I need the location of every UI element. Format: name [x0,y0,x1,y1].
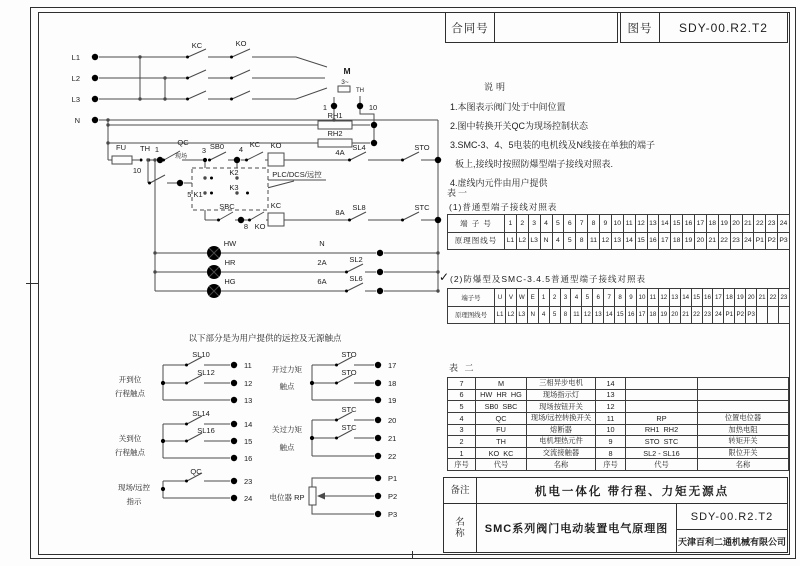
table-cell: 11 [647,289,658,306]
table-cell: P2 [734,307,745,324]
terminal-22: 22 [388,452,397,461]
table-row [448,412,788,424]
table-cell: 22 [691,307,702,324]
table-cell: 23 [778,289,789,306]
table-cell: 21 [756,289,767,306]
table-cell: 4 [570,289,581,306]
note-line: 3.SMC-3、4、5电装的电机线及N线接在单独的端子 [450,140,656,150]
table-cell: 24 [712,307,723,324]
table-cell: 10 [611,215,623,232]
table-cell: U [494,289,505,306]
table-cell: 5 [549,307,560,324]
table-cell: 18 [647,307,658,324]
group-close-torque-1: 关过力矩 [272,425,302,434]
table2-title: 表 二 [449,363,476,373]
table-row [448,389,788,401]
terminal-14: 14 [244,420,253,429]
check-mark: ✓ [439,270,450,284]
row-label: 原理图线号 [455,312,487,320]
terminal-1: 1 [154,145,160,154]
table-cell: 1 [538,289,549,306]
table-cell: 5 [459,402,464,412]
table-cell: 22 [753,215,765,232]
table-cell: 15 [691,289,702,306]
terminal-3: 3 [201,146,207,155]
table-cell: 限位开关 [697,448,788,459]
wire-6a: 6A [317,277,327,286]
name-label-char2: 称 [455,528,465,539]
table-cell: 11 [595,413,625,424]
table-cell: L3 [516,307,527,324]
terminal-19: 19 [388,396,397,405]
table-cell: 12 [581,307,592,324]
note-line: 2.图中转换开关QC为现场控制状态 [450,121,589,131]
table-cell: 11 [570,307,581,324]
table-cell: 20 [694,233,706,250]
table-cell: 24 [777,215,789,232]
table-cell: 序号 [595,459,625,470]
circuit-wires [99,49,438,514]
table-cell: 4 [538,307,549,324]
label-kc-contact: KC [249,140,261,149]
table-cell: 电机埋热元件 [526,436,595,447]
table-row [448,447,788,459]
table-cell [778,307,789,324]
table-cell: P1 [723,307,734,324]
terminal-12: 12 [244,379,253,388]
group-local-remote-1: 现场/远控 [117,483,151,492]
table-cell: N [540,233,552,250]
table-cell: P3 [777,233,789,250]
group-local-remote-2: 指示 [126,497,142,506]
label-sb0: SB0 [209,142,225,151]
company-name: 天津百利二通机械有限公司 [677,536,786,547]
table-cell: 5 [563,233,575,250]
table-cell: 8 [560,307,571,324]
contract-number-box [445,12,618,43]
table-cell: 现场指示灯 [526,390,595,401]
table-cell: 14 [623,233,635,250]
table-cell: 20 [745,289,756,306]
table-cell: 7 [603,289,614,306]
table-cell: 22 [767,289,778,306]
label-qc2: QC [190,467,202,476]
table-row [448,458,788,470]
table-cell: P1 [753,233,765,250]
table-cell: 19 [658,307,669,324]
label-stc1: STC [341,405,357,414]
label-rh1: RH1 [327,111,343,120]
table-cell: 4 [552,233,564,250]
label-sl10: SL10 [192,350,210,359]
name-label [444,504,477,552]
label-sbc: SBC [219,202,235,211]
group-close-travel-2: 行程触点 [115,448,145,457]
label-k2: K2 [229,168,239,177]
table-cell: 13 [595,390,625,401]
table-cell: 4 [540,215,552,232]
label-kc-coil: KC [270,201,282,210]
group-open-torque-1: 开过力矩 [272,365,302,374]
table-cell: 6 [592,289,603,306]
table-cell: 现场/远控转换开关 [526,413,595,424]
table-cell: 5 [581,289,592,306]
label-sl4: SL4 [352,143,366,152]
terminal-17: 17 [388,361,397,370]
table-row [448,435,788,447]
table-cell: 10 [595,425,625,436]
label-ko: KO [235,39,247,48]
table-cell: V [505,289,516,306]
table-cell: 6 [563,215,575,232]
terminal-table-normal [447,214,790,250]
table-cell: 19 [682,233,694,250]
table-cell: 16 [682,215,694,232]
note-line: 1.本图表示阀门处于中间位置 [450,102,566,112]
circuit-labels [72,39,430,519]
table-cell: 位置电位器 [697,413,788,424]
contract-number-label: 合同号 [446,13,495,42]
table-cell [625,390,697,401]
terminal-18: 18 [388,379,397,388]
label-l2: L2 [71,74,80,83]
label-sto1: STO [341,350,357,359]
label-qc-local: 现场 [174,154,188,160]
contract-number-value [495,13,617,42]
table-cell: 12 [599,233,611,250]
table-cell: SL2 - SL16 [625,448,697,459]
table-cell: 17 [658,233,670,250]
table-cell: 代号 [625,459,697,470]
group-close-torque-2: 触点 [279,443,295,452]
drawing-number-box [620,12,788,43]
label-sto: STO [414,143,430,152]
table-cell: L2 [505,307,516,324]
table-cell [767,307,778,324]
table-cell: RP [625,413,697,424]
label-th-10: 10 [132,166,142,175]
table-cell: STO STC [625,436,697,447]
label-sl12: SL12 [197,368,215,377]
note-line: 板上,接线时按照防爆型端子接线对照表. [450,159,614,169]
table-cell: 13 [669,289,680,306]
table-cell: 6 [459,390,464,400]
label-sl14: SL14 [192,409,210,418]
table-cell: 3 [528,215,540,232]
table-cell: N [527,307,538,324]
label-n-return: N [319,239,325,248]
label-motor-phase: 3~ [341,79,349,86]
label-potentiometer-rp: 电位器 RP [269,493,305,502]
group-close-travel-1: 关到位 [118,434,142,443]
table-cell: 7 [575,215,587,232]
label-hw-lamp: HW [223,239,237,248]
table-cell: 交流接触器 [526,448,595,459]
table-cell: HW HR HG [475,390,526,401]
label-k1: 5 K1 [187,190,203,199]
terminal-1-motor: 1 [322,103,328,112]
table-row [448,378,788,389]
terminal-15: 15 [244,437,253,446]
table-cell: 21 [742,215,754,232]
table-cell: 4 [459,413,464,423]
wire-2a: 2A [317,258,327,267]
table-cell: 3 [560,289,571,306]
table-cell: 16 [625,307,636,324]
table-cell: 18 [670,233,682,250]
table-cell: 10 [636,289,647,306]
table1-sub2-caption: (2)防爆型及SMC-3.4.5普通型端子接线对照表 [450,274,647,284]
table-cell: E [527,289,538,306]
label-sl8: SL8 [352,203,366,212]
table-cell: 12 [658,289,669,306]
terminal-11: 11 [244,361,252,370]
label-sl6: SL6 [349,274,363,283]
label-ko-coil: KO [270,141,282,150]
notes-title: 说明 [484,82,509,92]
table-cell: 三相异步电机 [526,378,595,389]
remark-label: 备注 [444,478,477,503]
terminal-p1: P1 [388,474,398,483]
table-cell: L3 [528,233,540,250]
label-n: N [74,116,80,125]
table-cell: 11 [587,233,599,250]
row-label: 端 子 号 [460,218,492,228]
table-cell: 23 [702,307,713,324]
table-cell: 12 [595,401,625,412]
table-cell [697,390,788,401]
label-k3: K3 [229,183,239,192]
terminal-24: 24 [244,494,253,503]
label-stc2: STC [341,423,357,432]
table-cell [697,401,788,412]
label-fu: FU [116,143,126,152]
circuit-diagram [38,12,448,553]
wire-4a: 4A [335,148,345,157]
label-hg-lamp: HG [224,277,236,286]
table-cell: 13 [592,307,603,324]
table-cell: M [475,378,526,389]
table-cell [625,378,697,389]
table-cell: 23 [730,233,742,250]
table-cell [625,401,697,412]
table-cell: 名称 [526,459,595,470]
table1-sub1-caption: (1)普通型端子接线对照表 [449,202,558,212]
label-l3: L3 [71,95,80,104]
terminal-23: 23 [244,477,253,486]
table-cell: 17 [636,307,647,324]
table-cell: 8 [614,289,625,306]
label-sl16: SL16 [197,426,215,435]
label-motor: M [343,66,351,76]
row-label: 原理图线号 [454,236,498,246]
table-cell: 7 [459,378,464,388]
table-cell [756,307,767,324]
table-cell: P2 [765,233,777,250]
label-stc: STC [414,203,430,212]
drawing-number: SDY-00.R2.T2 [677,504,787,530]
register-mark [26,283,38,284]
table-cell: 8 [575,233,587,250]
table-cell: W [516,289,527,306]
table-cell: 11 [623,215,635,232]
table-cell: 3 [459,425,464,435]
title-block [443,477,788,553]
table-cell: 19 [718,215,730,232]
table-cell: 2 [549,289,560,306]
drawing-title: SMC系列阀门电动装置电气原理图 [477,504,677,552]
name-label-char1: 名 [455,517,465,528]
table-cell: 转矩开关 [697,436,788,447]
table-cell: 8 [595,448,625,459]
table-cell: L2 [516,233,528,250]
table-cell: 现场按钮开关 [526,401,595,412]
label-sl2: SL2 [349,255,363,264]
group-open-travel-1: 开到位 [118,375,142,384]
table-cell: P3 [745,307,756,324]
terminal-10-motor: 10 [368,103,378,112]
terminal-8: 8 [243,222,249,231]
table-cell: 15 [635,233,647,250]
table-cell: SB0 SBC [475,401,526,412]
table-cell: 16 [647,233,659,250]
table-cell: 2 [516,215,528,232]
label-th: TH [140,144,150,153]
table-cell: 15 [670,215,682,232]
remark-value: 机电一体化 带行程、力矩无源点 [534,485,730,498]
table-cell: 19 [734,289,745,306]
table-cell: 9 [595,436,625,447]
table-cell: 熔断器 [526,425,595,436]
table-cell: 17 [694,215,706,232]
terminal-21: 21 [388,434,397,443]
table-cell: KO KC [475,448,526,459]
table-cell: 代号 [475,459,526,470]
drawing-number-value: SDY-00.R2.T2 [679,20,768,35]
table-cell: 20 [730,215,742,232]
table-cell: L1 [504,233,516,250]
table-cell: 17 [712,289,723,306]
table-cell: 14 [603,307,614,324]
table-cell: 14 [658,215,670,232]
table-cell: 5 [552,215,564,232]
table-cell: 13 [611,233,623,250]
table-cell: RH1 RH2 [625,425,697,436]
wire-8a: 8A [335,208,345,217]
label-kc: KC [191,41,203,50]
table-cell: 1 [459,448,464,458]
notes-block [450,78,786,193]
table-cell: 2 [459,436,464,446]
label-motor-th: TH [356,88,364,94]
terminal-table-explosionproof [447,288,790,324]
table-cell: 13 [647,215,659,232]
table-cell: 20 [669,307,680,324]
table-cell: 15 [614,307,625,324]
terminal-4: 4 [238,145,244,154]
label-l1: L1 [71,53,80,62]
group-open-torque-2: 触点 [279,382,295,391]
label-hr-lamp: HR [224,258,236,267]
table-cell: 18 [723,289,734,306]
table-cell: 22 [718,233,730,250]
table-cell: 名称 [697,459,788,470]
table-cell: 18 [706,215,718,232]
table-row [448,400,788,412]
drawing-number-label: 图号 [621,13,660,42]
terminal-13: 13 [244,396,253,405]
label-sto2: STO [341,368,357,377]
terminal-p3: P3 [388,510,398,519]
table-cell: TH [475,436,526,447]
terminal-16: 16 [244,454,253,463]
table-cell: 1 [504,215,516,232]
table-cell: 21 [680,307,691,324]
table-cell: 9 [599,215,611,232]
user-contacts-note: 以下部分是为用户提供的远控及无源触点 [188,333,342,343]
label-plc-dcs-remote: PLC/DCS/远控 [272,170,322,179]
label-ko-contact: KO [254,222,266,231]
table-cell: 加热电阻 [697,425,788,436]
table-cell: L1 [494,307,505,324]
table-cell: 14 [595,378,625,389]
table-cell: 9 [625,289,636,306]
table-cell: 序号 [454,459,469,469]
table-cell [697,378,788,389]
label-rh2: RH2 [327,129,343,138]
table-cell: QC [475,413,526,424]
table-cell: 23 [765,215,777,232]
table-cell: 24 [742,233,754,250]
table-cell: 21 [706,233,718,250]
table-cell: 12 [635,215,647,232]
table1-title: 表一 [447,188,470,198]
table-cell: FU [475,425,526,436]
table-cell: 14 [680,289,691,306]
note-line: 4.虚线内元件由用户提供 [450,178,548,188]
group-open-travel-2: 行程触点 [115,389,145,398]
terminal-20: 20 [388,416,397,425]
table-cell: 16 [702,289,713,306]
row-label: 端子号 [461,294,481,302]
terminal-p2: P2 [388,492,398,501]
label-qc: QC [177,138,189,147]
table-row [448,424,788,436]
table-cell: 8 [587,215,599,232]
component-table [447,377,789,471]
